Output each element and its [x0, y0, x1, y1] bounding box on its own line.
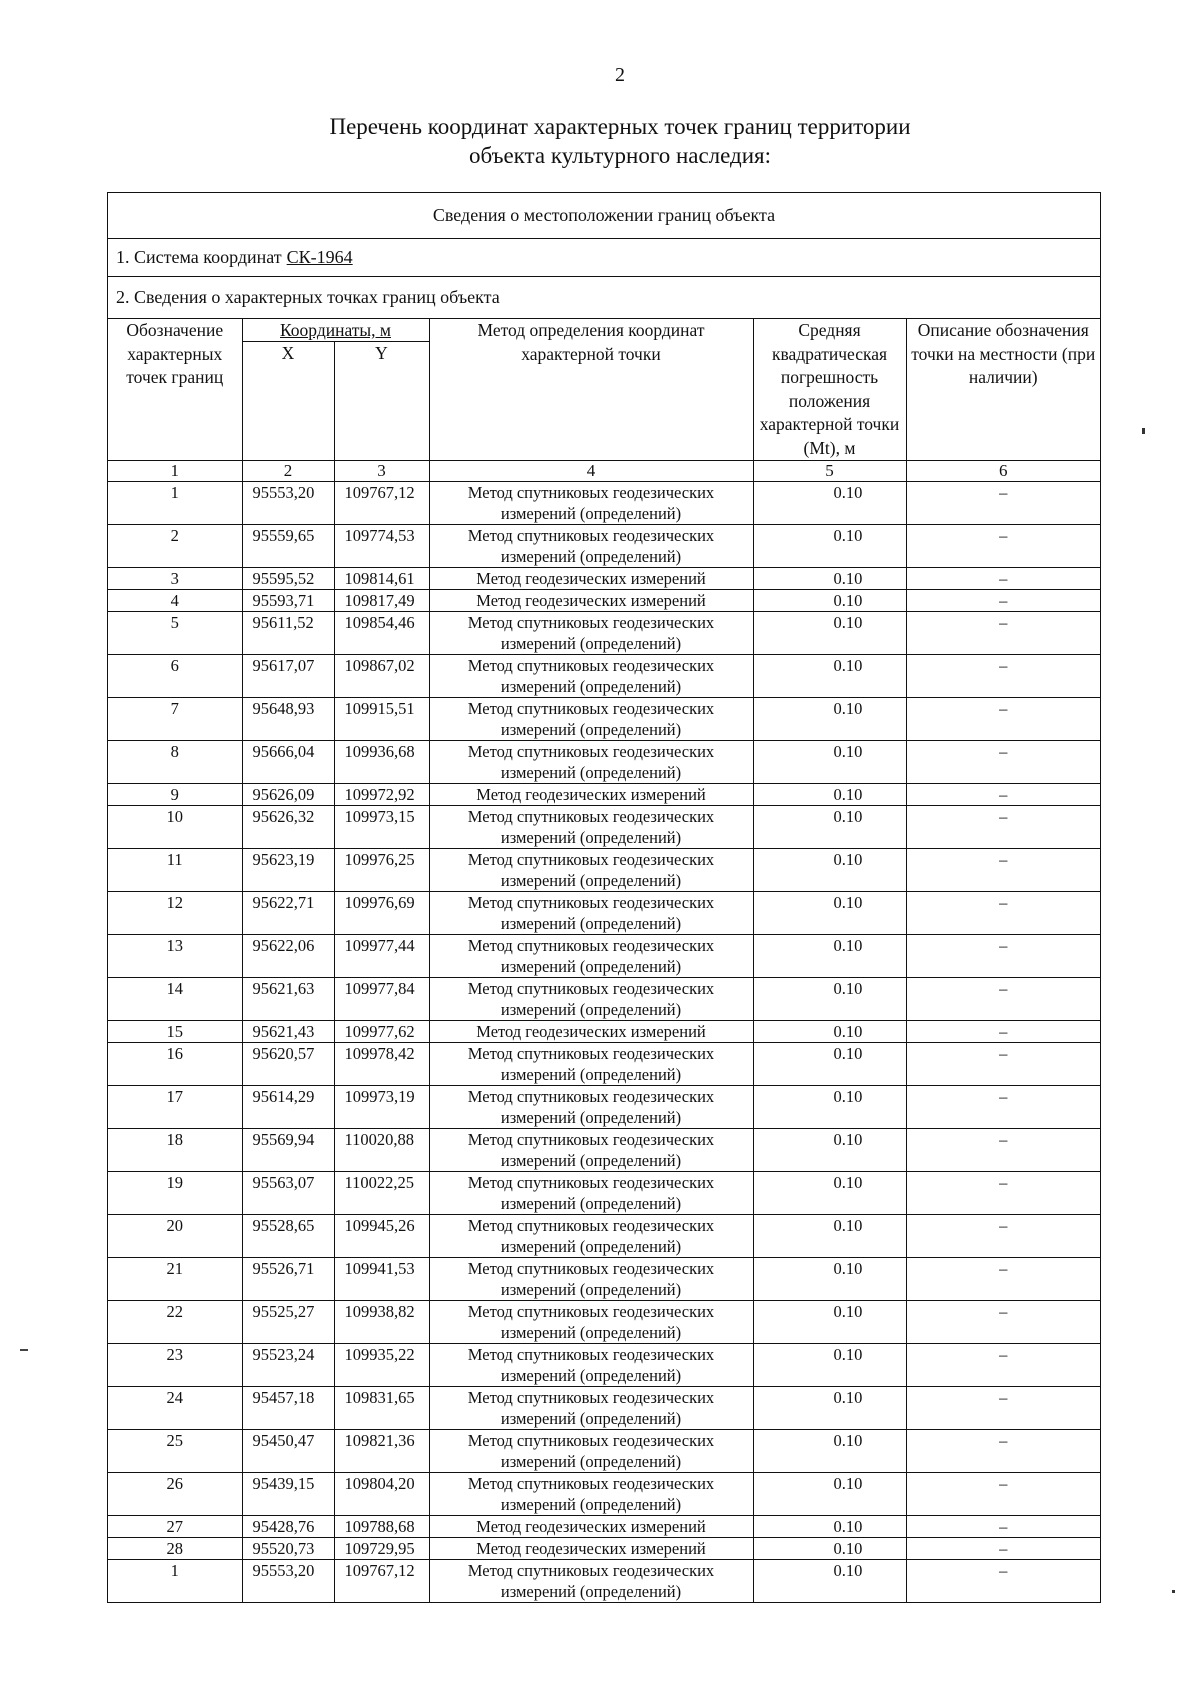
- description-cell: –: [906, 525, 1100, 568]
- coordinate-y-cell: 109977,62: [334, 1021, 429, 1043]
- column-header-coordinates: [242, 319, 429, 342]
- description-cell: –: [906, 1301, 1100, 1344]
- table-row: [108, 1387, 1100, 1430]
- method-cell: Метод спутниковых геодезических измерений (определений): [429, 935, 753, 978]
- method-cell: Метод геодезических измерений: [429, 568, 753, 590]
- points-section-header-text: 2. Сведения о характерных точках границ объекта: [116, 287, 500, 307]
- method-cell: Метод спутниковых геодезических измерений (определений): [429, 1215, 753, 1258]
- accuracy-cell: 0.10: [753, 1215, 906, 1258]
- point-id-cell: 6: [108, 655, 242, 698]
- method-cell: Метод спутниковых геодезических измерений (определений): [429, 525, 753, 568]
- column-header-x: X: [242, 342, 334, 461]
- point-id-cell: 1: [108, 482, 242, 525]
- point-id-cell: 27: [108, 1516, 242, 1538]
- description-cell: –: [906, 741, 1100, 784]
- column-header-designation: Обозначение характерных точек границ: [108, 319, 242, 461]
- method-cell: Метод спутниковых геодезических измерений (определений): [429, 978, 753, 1021]
- coordinate-x-cell: 95526,71: [242, 1258, 334, 1301]
- coordinate-x-cell: 95553,20: [242, 482, 334, 525]
- coordinate-x-cell: 95626,09: [242, 784, 334, 806]
- description-cell: –: [906, 612, 1100, 655]
- document-title-line-1: Перечень координат характерных точек границ территории: [329, 114, 911, 139]
- column-number: 4: [429, 461, 753, 482]
- accuracy-cell: 0.10: [753, 935, 906, 978]
- coordinate-x-cell: 95614,29: [242, 1086, 334, 1129]
- accuracy-cell: 0.10: [753, 1086, 906, 1129]
- coordinate-y-cell: 109788,68: [334, 1516, 429, 1538]
- column-number: 2: [242, 461, 334, 482]
- coordinate-x-cell: 95559,65: [242, 525, 334, 568]
- accuracy-cell: 0.10: [753, 1473, 906, 1516]
- table-row: [108, 806, 1100, 849]
- accuracy-cell: 0.10: [753, 1344, 906, 1387]
- coordinate-x-cell: 95528,65: [242, 1215, 334, 1258]
- coordinate-x-cell: 95595,52: [242, 568, 334, 590]
- coordinate-y-cell: 110022,25: [334, 1172, 429, 1215]
- description-cell: –: [906, 1086, 1100, 1129]
- coordinate-x-cell: 95626,32: [242, 806, 334, 849]
- coordinate-x-cell: 95428,76: [242, 1516, 334, 1538]
- column-number: 5: [753, 461, 906, 482]
- coordinate-y-cell: 109821,36: [334, 1430, 429, 1473]
- coordinate-x-cell: 95611,52: [242, 612, 334, 655]
- table-row: [108, 1215, 1100, 1258]
- accuracy-cell: 0.10: [753, 1538, 906, 1560]
- accuracy-cell: 0.10: [753, 612, 906, 655]
- point-id-cell: 20: [108, 1215, 242, 1258]
- description-cell: –: [906, 784, 1100, 806]
- method-cell: Метод спутниковых геодезических измерений (определений): [429, 1086, 753, 1129]
- coordinate-x-cell: 95553,20: [242, 1560, 334, 1603]
- boundary-points-rows: [108, 482, 1100, 1603]
- description-cell: –: [906, 1172, 1100, 1215]
- accuracy-cell: 0.10: [753, 1301, 906, 1344]
- description-cell: –: [906, 655, 1100, 698]
- point-id-cell: 9: [108, 784, 242, 806]
- accuracy-cell: 0.10: [753, 1516, 906, 1538]
- description-cell: –: [906, 1430, 1100, 1473]
- table-row: [108, 655, 1100, 698]
- method-cell: Метод спутниковых геодезических измерений (определений): [429, 1043, 753, 1086]
- coordinate-y-cell: 110020,88: [334, 1129, 429, 1172]
- point-id-cell: 10: [108, 806, 242, 849]
- coordinate-x-cell: 95457,18: [242, 1387, 334, 1430]
- point-id-cell: 2: [108, 525, 242, 568]
- coordinate-system-label: 1. Система координат: [116, 247, 282, 267]
- point-id-cell: 25: [108, 1430, 242, 1473]
- method-cell: Метод спутниковых геодезических измерений (определений): [429, 1172, 753, 1215]
- table-row: [108, 1021, 1100, 1043]
- coordinate-system-name: СК-1964: [286, 247, 353, 267]
- table-row: [108, 784, 1100, 806]
- point-id-cell: 23: [108, 1344, 242, 1387]
- coordinate-x-cell: 95617,07: [242, 655, 334, 698]
- coordinate-y-cell: 109973,19: [334, 1086, 429, 1129]
- method-cell: Метод спутниковых геодезических измерений (определений): [429, 1430, 753, 1473]
- coordinate-x-cell: 95622,71: [242, 892, 334, 935]
- coordinate-y-cell: 109774,53: [334, 525, 429, 568]
- method-cell: Метод спутниковых геодезических измерений (определений): [429, 655, 753, 698]
- table-row: [108, 1258, 1100, 1301]
- point-id-cell: 11: [108, 849, 242, 892]
- accuracy-cell: 0.10: [753, 698, 906, 741]
- document-title: [0, 112, 1200, 170]
- point-id-cell: 19: [108, 1172, 242, 1215]
- accuracy-cell: 0.10: [753, 655, 906, 698]
- point-id-cell: 17: [108, 1086, 242, 1129]
- description-cell: –: [906, 1258, 1100, 1301]
- table-row: [108, 1043, 1100, 1086]
- coordinate-y-cell: 109945,26: [334, 1215, 429, 1258]
- method-cell: Метод спутниковых геодезических измерений (определений): [429, 1560, 753, 1603]
- coordinate-y-cell: 109804,20: [334, 1473, 429, 1516]
- accuracy-cell: 0.10: [753, 849, 906, 892]
- scan-speck: [1172, 1590, 1175, 1593]
- coordinate-x-cell: 95569,94: [242, 1129, 334, 1172]
- coordinate-system-row: [108, 239, 1100, 277]
- column-number: 1: [108, 461, 242, 482]
- table-row: [108, 1538, 1100, 1560]
- coordinate-x-cell: 95623,19: [242, 849, 334, 892]
- accuracy-cell: 0.10: [753, 1258, 906, 1301]
- table-row: [108, 1129, 1100, 1172]
- accuracy-cell: 0.10: [753, 741, 906, 784]
- column-numbers-row: [108, 461, 1100, 482]
- table-row: [108, 698, 1100, 741]
- coordinate-y-cell: 109729,95: [334, 1538, 429, 1560]
- method-cell: Метод спутниковых геодезических измерений (определений): [429, 612, 753, 655]
- description-cell: –: [906, 935, 1100, 978]
- accuracy-cell: 0.10: [753, 568, 906, 590]
- description-cell: –: [906, 1129, 1100, 1172]
- description-cell: –: [906, 590, 1100, 612]
- point-id-cell: 3: [108, 568, 242, 590]
- accuracy-cell: 0.10: [753, 1043, 906, 1086]
- coordinate-y-cell: 109976,25: [334, 849, 429, 892]
- points-section-header: [108, 277, 1100, 319]
- column-number: 3: [334, 461, 429, 482]
- description-cell: –: [906, 698, 1100, 741]
- accuracy-cell: 0.10: [753, 1172, 906, 1215]
- accuracy-cell: 0.10: [753, 525, 906, 568]
- table-row: [108, 849, 1100, 892]
- table-row: [108, 612, 1100, 655]
- coordinate-y-cell: 109814,61: [334, 568, 429, 590]
- table-row: [108, 1086, 1100, 1129]
- table-row: [108, 741, 1100, 784]
- page-number: 2: [615, 64, 625, 86]
- scan-speck: [20, 1349, 28, 1351]
- table-row: [108, 590, 1100, 612]
- column-header-description: Описание обозначения точки на местности (при наличии): [906, 319, 1100, 461]
- method-cell: Метод спутниковых геодезических измерений (определений): [429, 1129, 753, 1172]
- point-id-cell: 21: [108, 1258, 242, 1301]
- coordinate-y-cell: 109915,51: [334, 698, 429, 741]
- coordinate-x-cell: 95621,43: [242, 1021, 334, 1043]
- accuracy-cell: 0.10: [753, 1129, 906, 1172]
- accuracy-cell: 0.10: [753, 1560, 906, 1603]
- table-row: [108, 1344, 1100, 1387]
- method-cell: Метод спутниковых геодезических измерений (определений): [429, 892, 753, 935]
- method-cell: Метод геодезических измерений: [429, 784, 753, 806]
- coordinate-x-cell: 95593,71: [242, 590, 334, 612]
- coordinate-y-cell: 109767,12: [334, 482, 429, 525]
- coordinate-y-cell: 109977,84: [334, 978, 429, 1021]
- description-cell: –: [906, 1043, 1100, 1086]
- coordinate-x-cell: 95520,73: [242, 1538, 334, 1560]
- coordinate-y-cell: 109972,92: [334, 784, 429, 806]
- coordinate-y-cell: 109831,65: [334, 1387, 429, 1430]
- accuracy-cell: 0.10: [753, 1021, 906, 1043]
- point-id-cell: 16: [108, 1043, 242, 1086]
- coordinate-x-cell: 95622,06: [242, 935, 334, 978]
- point-id-cell: 22: [108, 1301, 242, 1344]
- method-cell: Метод спутниковых геодезических измерений (определений): [429, 482, 753, 525]
- point-id-cell: 12: [108, 892, 242, 935]
- description-cell: –: [906, 1516, 1100, 1538]
- method-cell: Метод геодезических измерений: [429, 1021, 753, 1043]
- description-cell: –: [906, 482, 1100, 525]
- coordinate-y-cell: 109936,68: [334, 741, 429, 784]
- coordinate-x-cell: 95648,93: [242, 698, 334, 741]
- description-cell: –: [906, 978, 1100, 1021]
- method-cell: Метод спутниковых геодезических измерений (определений): [429, 698, 753, 741]
- document-title-line-2: объекта культурного наследия:: [468, 143, 772, 168]
- column-header-coordinates-text: Координаты, м: [280, 320, 391, 340]
- coordinate-y-cell: 109973,15: [334, 806, 429, 849]
- coordinate-x-cell: 95620,57: [242, 1043, 334, 1086]
- section-header-text: Сведения о местоположении границ объекта: [432, 205, 776, 225]
- method-cell: Метод спутниковых геодезических измерений (определений): [429, 741, 753, 784]
- accuracy-cell: 0.10: [753, 1430, 906, 1473]
- coordinate-y-cell: 109941,53: [334, 1258, 429, 1301]
- method-cell: Метод спутниковых геодезических измерений (определений): [429, 1301, 753, 1344]
- description-cell: –: [906, 1215, 1100, 1258]
- method-cell: Метод геодезических измерений: [429, 1538, 753, 1560]
- column-number: 6: [906, 461, 1100, 482]
- coordinate-y-cell: 109867,02: [334, 655, 429, 698]
- boundary-points-table: [108, 319, 1100, 1602]
- coordinate-y-cell: 109817,49: [334, 590, 429, 612]
- method-cell: Метод спутниковых геодезических измерений (определений): [429, 806, 753, 849]
- column-header-y: Y: [334, 342, 429, 461]
- scan-speck: [1142, 428, 1145, 434]
- coordinate-x-cell: 95450,47: [242, 1430, 334, 1473]
- table-row: [108, 978, 1100, 1021]
- table-row: [108, 482, 1100, 525]
- coordinate-y-cell: 109976,69: [334, 892, 429, 935]
- accuracy-cell: 0.10: [753, 978, 906, 1021]
- point-id-cell: 14: [108, 978, 242, 1021]
- method-cell: Метод спутниковых геодезических измерений (определений): [429, 1473, 753, 1516]
- description-cell: –: [906, 1560, 1100, 1603]
- coordinate-x-cell: 95563,07: [242, 1172, 334, 1215]
- table-row: [108, 525, 1100, 568]
- coordinate-y-cell: 109767,12: [334, 1560, 429, 1603]
- table-row: [108, 1560, 1100, 1603]
- point-id-cell: 5: [108, 612, 242, 655]
- table-row: [108, 1473, 1100, 1516]
- column-header-accuracy: Средняя квадратическая погрешность положения характерной точки (Mt), м: [753, 319, 906, 461]
- table-row: [108, 892, 1100, 935]
- table-row: [108, 1430, 1100, 1473]
- table-row: [108, 568, 1100, 590]
- table-row: [108, 1516, 1100, 1538]
- boundary-info-sheet: [107, 192, 1101, 1603]
- accuracy-cell: 0.10: [753, 1387, 906, 1430]
- coordinate-x-cell: 95525,27: [242, 1301, 334, 1344]
- point-id-cell: 13: [108, 935, 242, 978]
- method-cell: Метод спутниковых геодезических измерений (определений): [429, 1387, 753, 1430]
- accuracy-cell: 0.10: [753, 892, 906, 935]
- coordinate-x-cell: 95523,24: [242, 1344, 334, 1387]
- point-id-cell: 15: [108, 1021, 242, 1043]
- point-id-cell: 8: [108, 741, 242, 784]
- point-id-cell: 18: [108, 1129, 242, 1172]
- method-cell: Метод спутниковых геодезических измерений (определений): [429, 1344, 753, 1387]
- accuracy-cell: 0.10: [753, 590, 906, 612]
- accuracy-cell: 0.10: [753, 784, 906, 806]
- point-id-cell: 1: [108, 1560, 242, 1603]
- description-cell: –: [906, 1473, 1100, 1516]
- coordinate-y-cell: 109935,22: [334, 1344, 429, 1387]
- coordinate-x-cell: 95621,63: [242, 978, 334, 1021]
- point-id-cell: 24: [108, 1387, 242, 1430]
- point-id-cell: 7: [108, 698, 242, 741]
- point-id-cell: 4: [108, 590, 242, 612]
- description-cell: –: [906, 892, 1100, 935]
- method-cell: Метод спутниковых геодезических измерений (определений): [429, 1258, 753, 1301]
- table-row: [108, 935, 1100, 978]
- coordinate-x-cell: 95439,15: [242, 1473, 334, 1516]
- accuracy-cell: 0.10: [753, 806, 906, 849]
- description-cell: –: [906, 568, 1100, 590]
- description-cell: –: [906, 849, 1100, 892]
- description-cell: –: [906, 1021, 1100, 1043]
- method-cell: Метод геодезических измерений: [429, 1516, 753, 1538]
- coordinate-x-cell: 95666,04: [242, 741, 334, 784]
- accuracy-cell: 0.10: [753, 482, 906, 525]
- column-header-method: Метод определения координат характерной точки: [429, 319, 753, 461]
- method-cell: Метод геодезических измерений: [429, 590, 753, 612]
- coordinate-y-cell: 109977,44: [334, 935, 429, 978]
- method-cell: Метод спутниковых геодезических измерений (определений): [429, 849, 753, 892]
- description-cell: –: [906, 1538, 1100, 1560]
- point-id-cell: 28: [108, 1538, 242, 1560]
- table-row: [108, 1172, 1100, 1215]
- section-header: [108, 193, 1100, 239]
- coordinate-y-cell: 109938,82: [334, 1301, 429, 1344]
- description-cell: –: [906, 1344, 1100, 1387]
- description-cell: –: [906, 1387, 1100, 1430]
- point-id-cell: 26: [108, 1473, 242, 1516]
- coordinate-y-cell: 109854,46: [334, 612, 429, 655]
- description-cell: –: [906, 806, 1100, 849]
- table-row: [108, 1301, 1100, 1344]
- coordinate-y-cell: 109978,42: [334, 1043, 429, 1086]
